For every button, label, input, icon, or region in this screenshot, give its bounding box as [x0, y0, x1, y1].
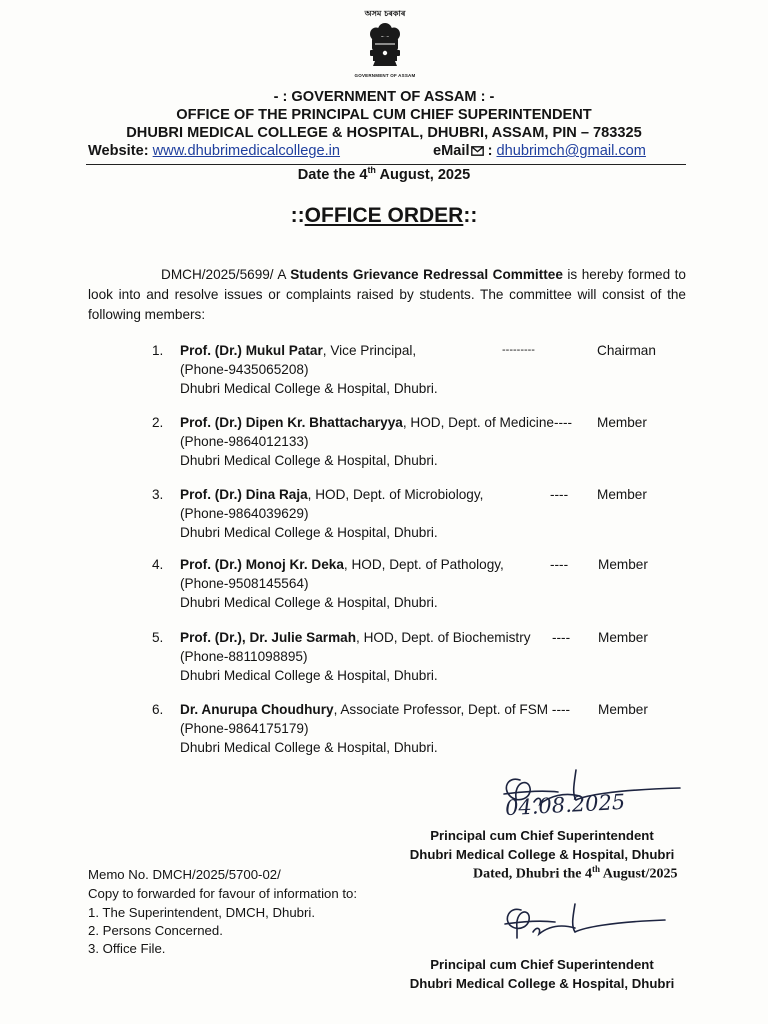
member-name: Prof. (Dr.) Mukul Patar: [180, 343, 323, 358]
header-government: - : GOVERNMENT OF ASSAM : -: [273, 89, 495, 105]
member-institution: Dhubri Medical College & Hospital, Dhubri.: [180, 595, 438, 610]
emblem-caption: GOVERNMENT OF ASSAM: [354, 73, 416, 78]
list-item: [152, 485, 692, 545]
state-emblem: [352, 8, 418, 80]
date-prefix: Date the 4: [297, 166, 368, 183]
member-dash: ----: [550, 487, 569, 502]
member-role: Member: [597, 415, 647, 430]
member-dash: ---------: [502, 344, 535, 356]
member-dash: ----: [550, 557, 569, 572]
member-institution: Dhubri Medical College & Hospital, Dhubri.: [180, 381, 438, 396]
member-role: Chairman: [597, 343, 656, 358]
contact-row: [88, 143, 688, 165]
member-institution: Dhubri Medical College & Hospital, Dhubri.: [180, 453, 438, 468]
member-name: Prof. (Dr.), Dr. Julie Sarmah: [180, 630, 357, 645]
signature-mark: [485, 898, 685, 948]
envelope-icon: [471, 146, 484, 156]
signature-block-1: [404, 826, 680, 864]
list-item: 3. Office File.: [88, 941, 166, 956]
dated-line: [473, 864, 677, 883]
member-number: 3.: [152, 487, 164, 502]
email-group: eMail : dhubrimch@gmail.com: [433, 143, 646, 159]
member-dash: ----: [551, 702, 571, 717]
email-link[interactable]: dhubrimch@gmail.com: [496, 143, 646, 159]
committee-name: Students Grievance Redressal Committee: [290, 267, 563, 282]
member-role: Member: [598, 630, 648, 645]
member-dash: ----: [553, 415, 573, 430]
member-role: Member: [597, 487, 647, 502]
member-role: Member: [598, 702, 648, 717]
member-designation: , HOD, Dept. of Microbiology,: [307, 487, 484, 502]
member-designation: , HOD, Dept. of Medicine: [402, 415, 554, 430]
office-order-title: [0, 204, 768, 228]
emblem-assamese-text: অসম চৰকাৰ: [364, 9, 406, 18]
header-college-address: DHUBRI MEDICAL COLLEGE & HOSPITAL, DHUBRI, ASSAM, PIN – 783325: [126, 125, 642, 141]
website-link[interactable]: www.dhubrimedicalcollege.in: [152, 143, 341, 159]
member-phone: (Phone-9435065208): [180, 362, 309, 377]
title-colons-left: ::: [290, 204, 305, 227]
member-phone: (Phone-9864012133): [180, 434, 309, 449]
member-name: Prof. (Dr.) Dipen Kr. Bhattacharyya: [180, 415, 403, 430]
member-phone: (Phone-9508145564): [180, 576, 309, 591]
dated-rest: August/2025: [600, 866, 678, 882]
member-institution: Dhubri Medical College & Hospital, Dhubri.: [180, 668, 438, 683]
lion-capital-icon: [367, 21, 403, 67]
member-institution: Dhubri Medical College & Hospital, Dhubri.: [180, 525, 438, 540]
member-dash: ----: [552, 630, 571, 645]
intro-text-a: A: [273, 267, 291, 282]
member-name: Prof. (Dr.) Monoj Kr. Deka: [180, 557, 344, 572]
signatory-institution: Dhubri Medical College & Hospital, Dhubri: [409, 976, 675, 991]
member-institution: Dhubri Medical College & Hospital, Dhubri.: [180, 740, 438, 755]
intro-text-b: is hereby formed to look into and resolve issues or complaints raised by students. The committee will consist of the following members:: [88, 267, 686, 322]
list-item: 2. Persons Concerned.: [88, 923, 223, 938]
member-name: Dr. Anurupa Choudhury: [180, 702, 334, 717]
handwritten-date: 04.08.2025: [504, 789, 626, 821]
order-reference: DMCH/2025/5699/: [161, 267, 274, 282]
member-role: Member: [598, 557, 648, 572]
signature-block-2: [404, 955, 680, 993]
member-number: 1.: [152, 343, 164, 358]
header-office: OFFICE OF THE PRINCIPAL CUM CHIEF SUPERINTENDENT: [176, 107, 592, 123]
dated-prefix: Dated, Dhubri the 4: [473, 866, 593, 882]
member-phone: (Phone-9864175179): [180, 721, 309, 736]
member-designation: , HOD, Dept. of Biochemistry: [356, 630, 531, 645]
list-item: [152, 341, 692, 401]
website-label: Website:: [88, 143, 149, 159]
intro-paragraph: [88, 265, 686, 325]
member-designation: , Associate Professor, Dept. of FSM: [333, 702, 549, 717]
list-item: 1. The Superintendent, DMCH, Dhubri.: [88, 905, 315, 920]
member-phone: (Phone-9864039629): [180, 506, 309, 521]
list-item: [152, 700, 692, 760]
list-item: [152, 413, 692, 473]
title-main: OFFICE ORDER: [304, 204, 464, 227]
order-date: [0, 165, 768, 183]
date-rest: August, 2025: [375, 166, 471, 183]
member-number: 6.: [152, 702, 164, 717]
memo-number: Memo No. DMCH/2025/5700-02/: [88, 867, 281, 882]
signatory-designation: Principal cum Chief Superintendent: [430, 828, 654, 843]
member-number: 5.: [152, 630, 164, 645]
member-name: Prof. (Dr.) Dina Raja: [180, 487, 308, 502]
list-item: [152, 555, 692, 615]
signatory-designation: Principal cum Chief Superintendent: [430, 957, 654, 972]
member-number: 4.: [152, 557, 164, 572]
list-item: [152, 628, 692, 688]
memo-copy-line: Copy to forwarded for favour of information to:: [88, 886, 358, 901]
member-designation: , HOD, Dept. of Pathology,: [343, 557, 504, 572]
dated-suffix: th: [592, 864, 601, 874]
member-number: 2.: [152, 415, 164, 430]
member-designation: , Vice Principal,: [322, 343, 417, 358]
email-label: eMail: [433, 143, 470, 159]
member-phone: (Phone-8811098895): [180, 649, 308, 664]
title-colons-right: ::: [463, 204, 478, 227]
signatory-institution: Dhubri Medical College & Hospital, Dhubri: [409, 847, 675, 862]
date-suffix: th: [367, 165, 376, 175]
